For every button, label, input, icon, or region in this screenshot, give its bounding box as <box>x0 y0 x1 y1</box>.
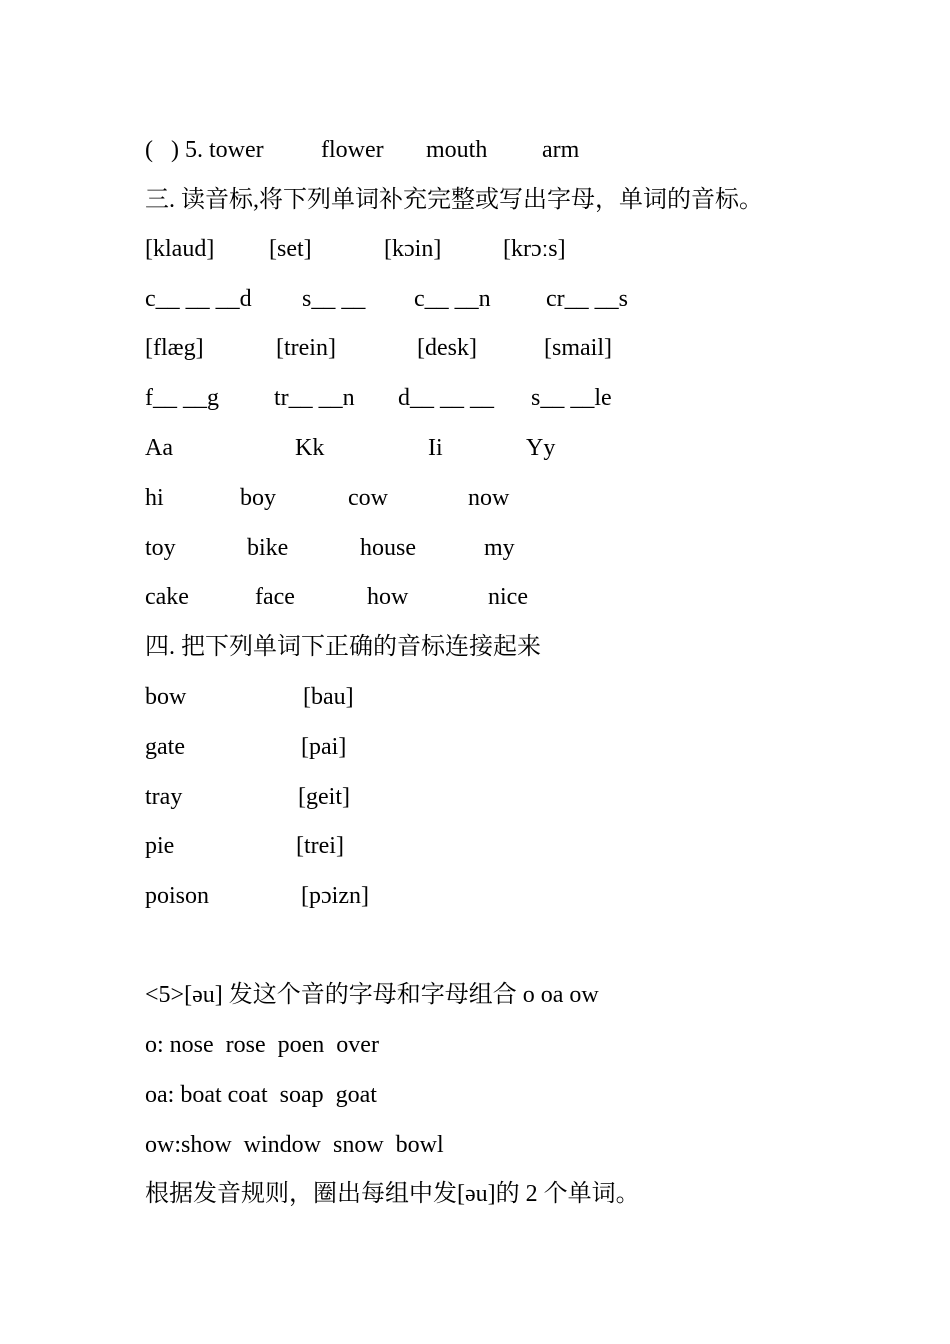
section-5-heading: <5>[əu] 发这个音的字母和字母组合 o oa ow <box>145 982 599 1008</box>
match-pair <box>145 826 344 866</box>
phonetic: [flæg] <box>145 335 204 361</box>
word: cake <box>145 584 189 610</box>
section-3-heading: 三. 读音标,将下列单词补充完整或写出字母，单词的音标。 <box>145 187 763 213</box>
words-row-2 <box>145 528 515 568</box>
match-pair <box>145 876 369 916</box>
word: hi <box>145 485 164 511</box>
match-phonetic: [pɔizn] <box>301 883 369 909</box>
phonetics-row-1 <box>145 229 566 269</box>
blanks-row-2 <box>145 378 612 418</box>
words-row-1 <box>145 478 510 518</box>
word-blank: f__ __g <box>145 385 219 411</box>
word: nice <box>488 584 528 610</box>
phonetic: [trein] <box>276 335 336 361</box>
letter-pair: Ii <box>428 435 443 461</box>
word-blank: cr__ __s <box>546 286 628 312</box>
word: my <box>484 535 515 561</box>
oa-words-line: oa: boat coat soap goat <box>145 1082 377 1108</box>
phonetic: [klaud] <box>145 236 215 262</box>
match-word: gate <box>145 734 185 760</box>
word: how <box>367 584 409 610</box>
ow-words-line: ow:show window snow bowl <box>145 1132 444 1158</box>
blanks-row-1 <box>145 279 628 319</box>
word-option: arm <box>542 137 580 163</box>
word-blank: s__ __ <box>302 286 366 312</box>
word: now <box>468 485 510 511</box>
word: face <box>255 584 295 610</box>
match-pair <box>145 677 354 717</box>
word-option: flower <box>321 137 384 163</box>
word: toy <box>145 535 176 561</box>
phonetic: [set] <box>269 236 312 262</box>
match-word: pie <box>145 833 175 859</box>
word: boy <box>240 485 276 511</box>
word: cow <box>348 485 388 511</box>
match-phonetic: [trei] <box>296 833 344 859</box>
word: house <box>360 535 416 561</box>
phonetic: [smail] <box>544 335 612 361</box>
question-5-row <box>145 130 580 170</box>
section-5-instruction: 根据发音规则，圈出每组中发[əu]的 2 个单词。 <box>145 1181 640 1207</box>
match-phonetic: [pai] <box>301 734 347 760</box>
match-phonetic: [bau] <box>303 684 354 710</box>
word-blank: c__ __n <box>414 286 491 312</box>
phonetics-row-2 <box>145 328 612 368</box>
word: bike <box>247 535 289 561</box>
match-word: poison <box>145 883 210 909</box>
words-row-3 <box>145 577 528 617</box>
word-blank: d__ __ __ <box>398 385 494 411</box>
question-5-label: ( ) 5. tower <box>145 137 264 163</box>
phonetic: [desk] <box>417 335 477 361</box>
match-word: bow <box>145 684 187 710</box>
word-blank: tr__ __n <box>274 385 355 411</box>
match-pair <box>145 727 347 767</box>
letter-pair: Yy <box>526 435 556 461</box>
word-blank: c__ __ __d <box>145 286 252 312</box>
phonetic: [kɔin] <box>384 236 442 262</box>
letters-row <box>145 428 556 468</box>
match-phonetic: [geit] <box>298 784 350 810</box>
o-words-line: o: nose rose poen over <box>145 1032 379 1058</box>
match-word: tray <box>145 784 183 810</box>
word-blank: s__ __le <box>531 385 612 411</box>
letter-pair: Aa <box>145 435 173 461</box>
letter-pair: Kk <box>295 435 325 461</box>
word-option: mouth <box>426 137 488 163</box>
match-pair <box>145 777 350 817</box>
phonetic: [krɔːs] <box>503 236 566 262</box>
section-4-heading: 四. 把下列单词下正确的音标连接起来 <box>145 634 541 660</box>
